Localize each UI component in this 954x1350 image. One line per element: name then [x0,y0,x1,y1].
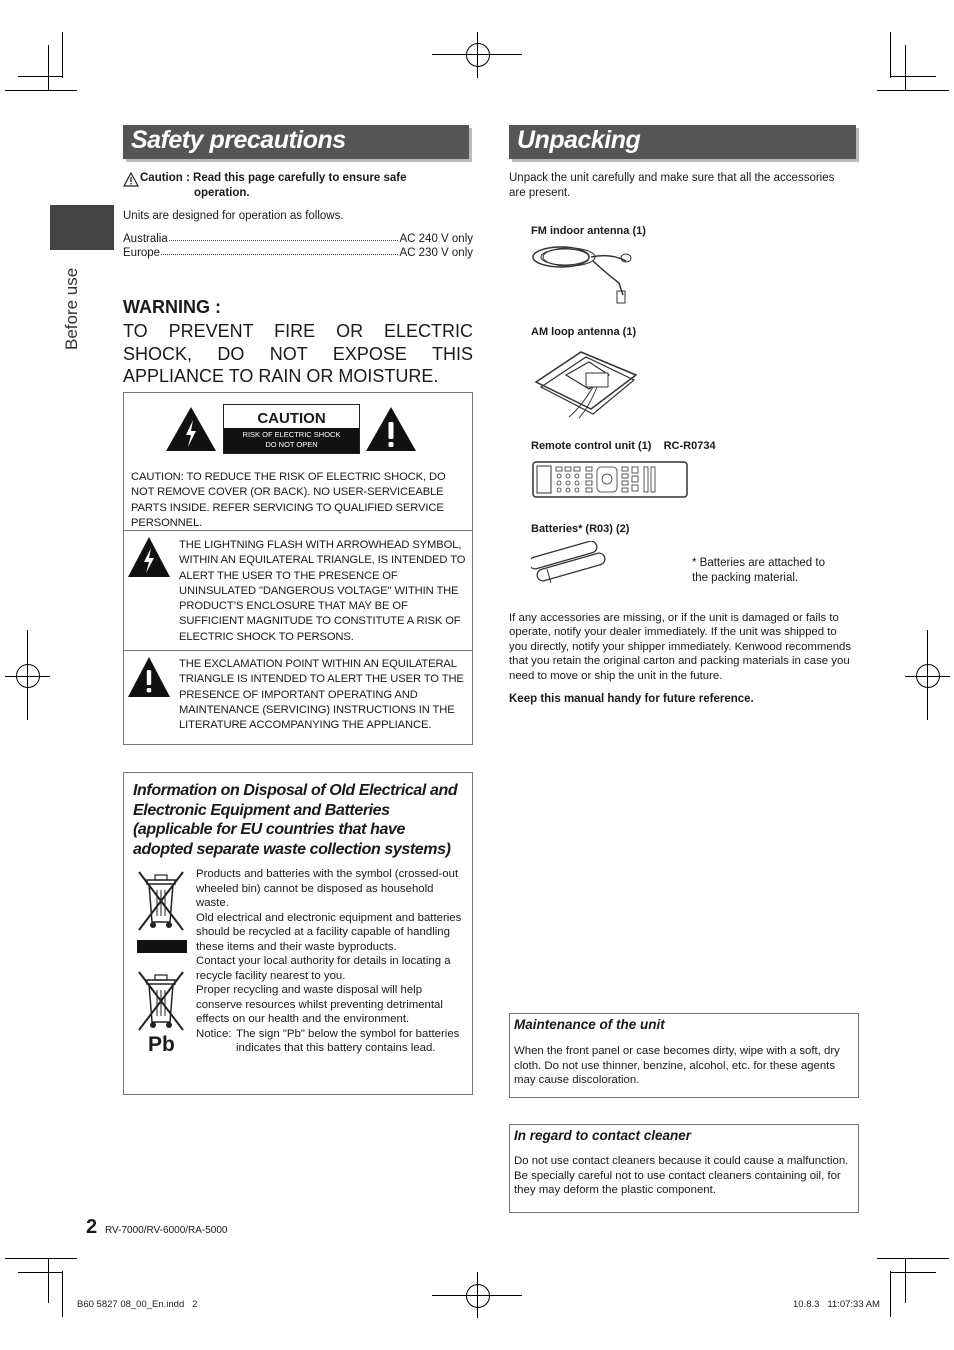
accessory-batteries-label: Batteries* (R03) (2) [531,523,630,535]
model-list: RV-7000/RV-6000/RA-5000 [105,1225,228,1236]
missing-text: If any accessories are missing, or if the unit is damaged or fails to operate, notify your dealer immediately. If the unit was shipped to you directly, notify your shipper immediately. Kenwood recommends that you retain the original carton and packing materials in case you need to move or ship the unit in the future. [509,612,852,682]
caution-text: CAUTION: TO REDUCE THE RISK OF ELECTRIC SHOCK, DO NOT REMOVE COVER (OR BACK). NO USER-SERVICEABLE PARTS INSIDE. REFER SERVICING TO QUALIFIED SERVICE PERSONNEL. [131,471,446,529]
region-row-australia: Australia AC 240 V only [123,233,473,245]
warning-title: WARNING : [123,297,221,317]
accessory-am-label: AM loop antenna (1) [531,326,637,338]
caution-line-1: Caution : Read this page carefully to ensure safe [140,172,407,184]
disposal-title: Information on Disposal of Old Electrical and Electronic Equipment and Batteries (applicable for EU countries that have adopted separate waste collection systems) [133,782,458,858]
exclamation-triangle-icon [365,406,417,457]
lightning-triangle-icon [165,406,217,457]
disposal-text [196,867,464,1056]
contact-text: Do not use contact cleaners because it could cause a malfunction. Be specially careful not to use contact cleaners containing oil, for they may deform the plastic component. [514,1155,849,1196]
caution-sub-2: DO NOT OPEN [265,440,318,449]
am-loop-antenna-icon [531,347,641,424]
safety-title: Safety precautions [131,126,346,154]
maintenance-title: Maintenance of the unit [514,1017,665,1032]
accessory-fm-label: FM indoor antenna (1) [531,225,646,237]
disposal-p3: Contact your local authority for details in locating a recycle facility nearest to you. [196,955,451,982]
page-number: 2 [86,1216,98,1238]
notice-label: Notice: [196,1027,232,1040]
divider [123,530,472,531]
file-name: B60 5827 08_00_En.indd 2 [77,1299,198,1310]
lightning-small-triangle-icon [127,536,171,583]
batteries-icon [531,541,607,588]
caution-sub-1: RISK OF ELECTRIC SHOCK [242,430,341,439]
caution-label: CAUTION [257,410,326,427]
disposal-p2: Old electrical and electronic equipment and batteries should be recycled at a facility capable of handling these items and their waste byproducts. [196,911,462,953]
crossed-bin-battery-icon [133,970,189,1037]
keep-text: Keep this manual handy for future reference. [509,693,754,705]
region-row-europe: Europe AC 230 V only [123,247,473,259]
unpacking-title-bar [509,125,856,159]
remote-control-icon [532,461,688,503]
pb-label: Pb [148,1033,175,1056]
timestamp: 10.8.3 11:07:33 AM [793,1299,880,1310]
fm-antenna-icon [531,243,636,310]
unpacking-intro: Unpack the unit carefully and make sure that all the accessories are present. [509,172,835,199]
exclamation-text: THE EXCLAMATION POINT WITHIN AN EQUILATERAL TRIANGLE IS INTENDED TO ALERT THE USER TO THE PRESENCE OF IMPORTANT OPERATING AND MAINTENANCE (SERVICING) INSTRUCTIONS IN THE LITERATURE ACCOMPANYING THE APPLIANCE. [179,658,464,732]
safety-title-bar [123,125,469,159]
accessory-remote-label: Remote control unit (1) RC-R0734 [531,440,716,452]
bin-underbar [137,940,187,953]
notice-text: The sign "Pb" below the symbol for batteries indicates that this battery contains lead. [236,1027,460,1054]
divider [123,650,472,651]
warning-text: TO PREVENT FIRE OR ELECTRIC SHOCK, DO NOT EXPOSE THIS APPLIANCE TO RAIN OR MOISTURE. [123,321,473,386]
caution-line-2: operation. [194,187,250,199]
maintenance-text: When the front panel or case becomes dirty, wipe with a soft, dry cloth. Do not use thinner, benzine, alcohol, etc. for these agents may cause discoloration. [514,1045,840,1086]
section-tab-block [50,205,114,250]
contact-title: In regard to contact cleaner [514,1128,692,1143]
battery-note: * Batteries are attached to the packing material. [692,557,825,584]
disposal-p1: Products and batteries with the symbol (crossed-out wheeled bin) cannot be disposed as household waste. [196,868,459,909]
side-tab-label: Before use [62,267,81,350]
caution-label-panel [223,404,360,454]
disposal-p4: Proper recycling and waste disposal will help conserve resources whilst preventing detrimental effects on our health and the environment. [196,984,443,1025]
lightning-text: THE LIGHTNING FLASH WITH ARROWHEAD SYMBOL, WITHIN AN EQUILATERAL TRIANGLE, IS INTENDED TO ALERT THE USER TO THE PRESENCE OF UNINSULATED "DANGEROUS VOLTAGE" WITHIN THE PRODUCT’S ENCLOSURE THAT MAY BE OF SUFFICIENT MAGNITUDE TO CONSTITUTE A RISK OF ELECTRIC SHOCK TO PERSONS. [179,539,466,643]
units-intro: Units are designed for operation as follows. [123,210,344,222]
crossed-bin-icon [133,870,189,937]
exclamation-small-triangle-icon [127,656,171,703]
unpacking-title: Unpacking [517,126,641,154]
